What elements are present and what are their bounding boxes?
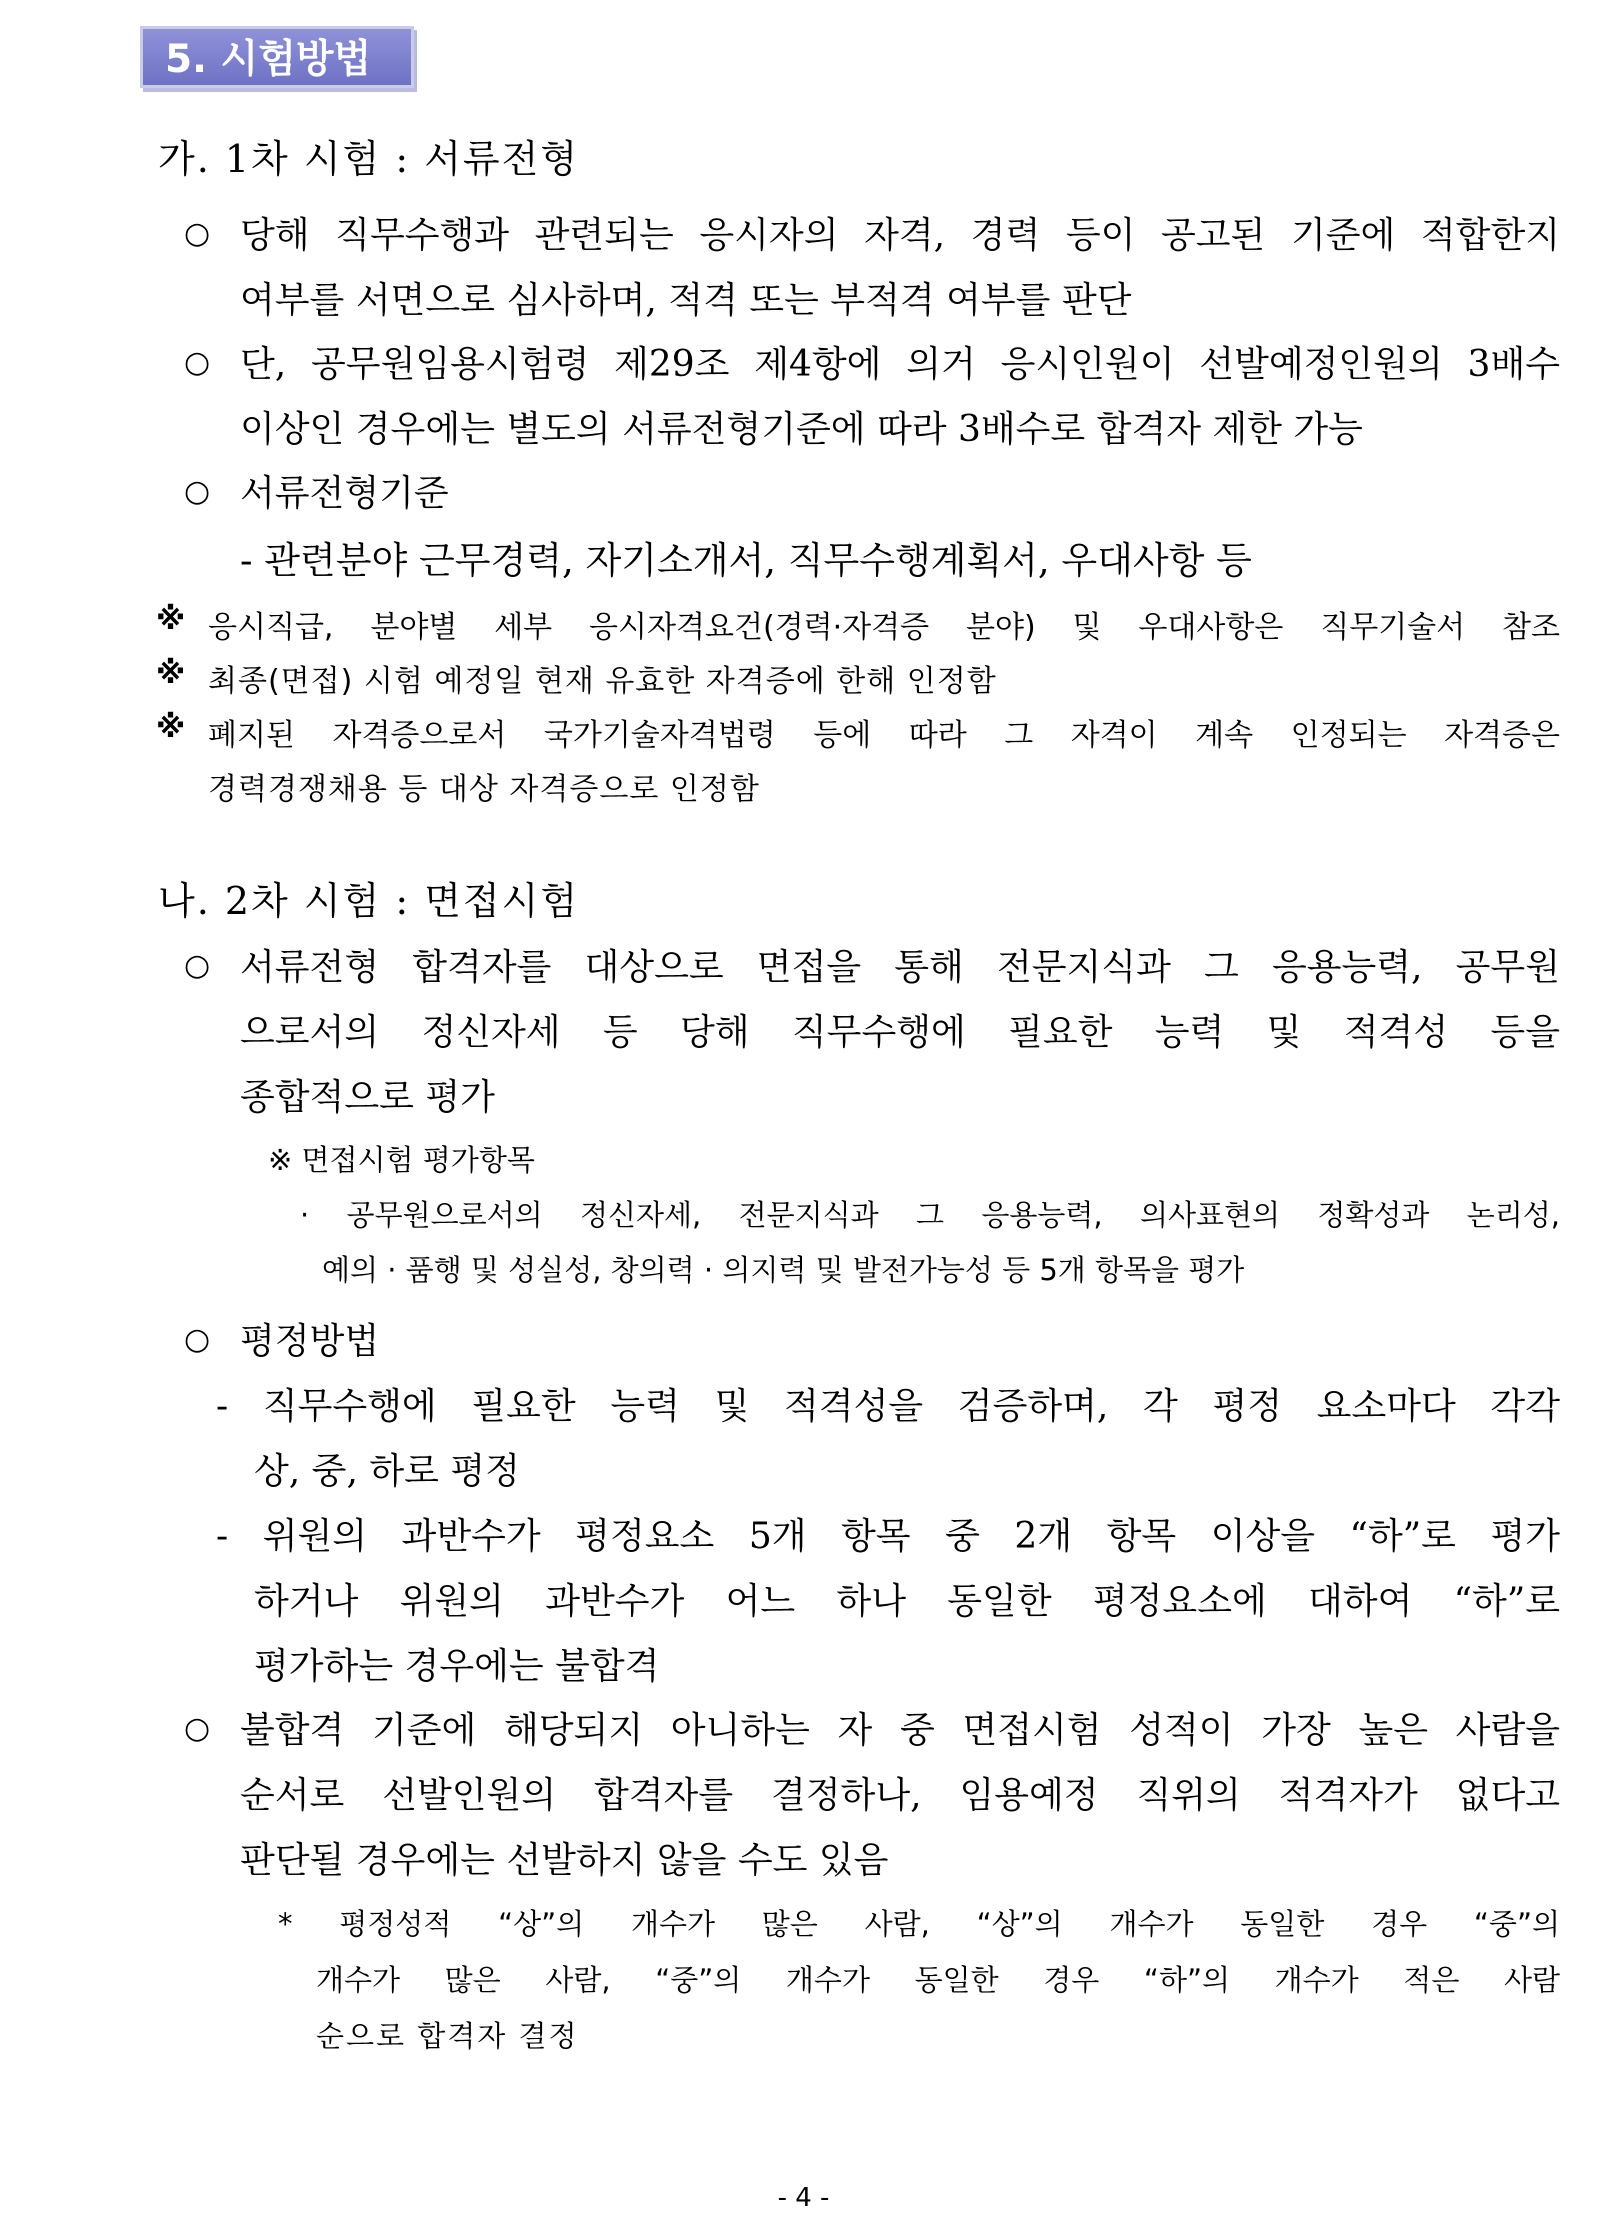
part-b-item1-line3: 종합적으로 평가 <box>240 1077 495 1118</box>
part-a-item2-bullet: ○ <box>184 345 211 380</box>
part-a-heading: 가. 1차 시험 : 서류전형 <box>158 137 580 181</box>
part-a-item1-bullet: ○ <box>184 216 211 251</box>
part-a-item1-line1: 당해 직무수행과 관련되는 응시자의 자격, 경력 등이 공고된 기준에 적합한지 <box>240 215 1560 256</box>
interview-criteria-line2: 예의 · 품행 및 성실성, 창의력 · 의지력 및 발전가능성 등 5개 항목을 평가 <box>322 1253 1245 1287</box>
part-a-item2-line1: 단, 공무원임용시험령 제29조 제4항에 의거 응시인원이 선발예정인원의 3배수 <box>240 344 1560 385</box>
note2-line1: 최종(면접) 시험 예정일 현재 유효한 자격증에 한해 인정함 <box>208 664 997 699</box>
part-b-item2-sub2-line3: 평가하는 경우에는 불합격 <box>254 1646 660 1687</box>
part-a-item3-bullet: ○ <box>184 474 211 509</box>
part-a-item3-sub1: - 관련분야 근무경력, 자기소개서, 직무수행계획서, 우대사항 등 <box>240 539 1252 582</box>
note1-mark: ※ <box>156 602 186 637</box>
part-b-item2-sub1-line1: - 직무수행에 필요한 능력 및 적격성을 검증하며, 각 평정 요소마다 각각 <box>216 1386 1560 1427</box>
part-b-item3-line2: 순서로 선발인원의 합격자를 결정하나, 임용예정 직위의 적격자가 없다고 <box>240 1775 1560 1816</box>
interview-criteria-line1: · 공무원으로서의 정신자세, 전문지식과 그 응용능력, 의사표현의 정확성과 논리성, <box>300 1198 1560 1232</box>
scoring-note-line3: 순으로 합격자 결정 <box>316 2019 579 2053</box>
note3-line1: 폐지된 자격증으로서 국가기술자격법령 등에 따라 그 자격이 계속 인정되는 자격증은 <box>208 718 1560 753</box>
note1-line1: 응시직급, 분야별 세부 응시자격요건(경력·자격증 분야) 및 우대사항은 직무기술서 참조 <box>208 610 1560 645</box>
part-b-item3-line1: 불합격 기준에 해당되지 아니하는 자 중 면접시험 성적이 가장 높은 사람을 <box>240 1710 1560 1751</box>
part-b-item2-sub2-line2: 하거나 위원의 과반수가 어느 하나 동일한 평정요소에 대하여 “하”로 <box>254 1581 1560 1622</box>
note3-mark: ※ <box>156 710 186 745</box>
part-b-item1-line2: 으로서의 정신자세 등 당해 직무수행에 필요한 능력 및 적격성 등을 <box>240 1012 1560 1053</box>
part-b-item3-bullet: ○ <box>184 1711 211 1746</box>
part-b-item2-line1: 평정방법 <box>240 1321 380 1362</box>
part-a-item1-line2: 여부를 서면으로 심사하며, 적격 또는 부적격 여부를 판단 <box>240 280 1132 321</box>
page-number: - 4 - <box>777 2183 830 2213</box>
interview-criteria-title: ※ 면접시험 평가항목 <box>268 1143 535 1177</box>
part-a-item3-line1: 서류전형기준 <box>240 473 449 514</box>
part-b-item2-sub2-line1: - 위원의 과반수가 평정요소 5개 항목 중 2개 항목 이상을 “하”로 평가 <box>216 1516 1560 1557</box>
note2-mark: ※ <box>156 656 186 691</box>
part-b-item1-line1: 서류전형 합격자를 대상으로 면접을 통해 전문지식과 그 응용능력, 공무원 <box>240 947 1560 988</box>
part-b-item2-bullet: ○ <box>184 1322 211 1357</box>
section-title-badge: 5. 시험방법 <box>140 26 414 88</box>
part-b-item2-sub1-line2: 상, 중, 하로 평정 <box>254 1451 520 1492</box>
note3-line2: 경력경쟁채용 등 대상 자격증으로 인정함 <box>208 772 760 807</box>
part-b-item1-bullet: ○ <box>184 948 211 983</box>
part-b-heading: 나. 2차 시험 : 면접시험 <box>158 879 580 923</box>
part-b-item3-line3: 판단될 경우에는 선발하지 않을 수도 있음 <box>240 1840 889 1881</box>
scoring-note-line1: * 평정성적 “상”의 개수가 많은 사람, “상”의 개수가 동일한 경우 “중”의 <box>278 1907 1560 1941</box>
scoring-note-line2: 개수가 많은 사람, “중”의 개수가 동일한 경우 “하”의 개수가 적은 사람 <box>316 1963 1560 1997</box>
part-a-item2-line2: 이상인 경우에는 별도의 서류전형기준에 따라 3배수로 합격자 제한 가능 <box>240 409 1363 450</box>
